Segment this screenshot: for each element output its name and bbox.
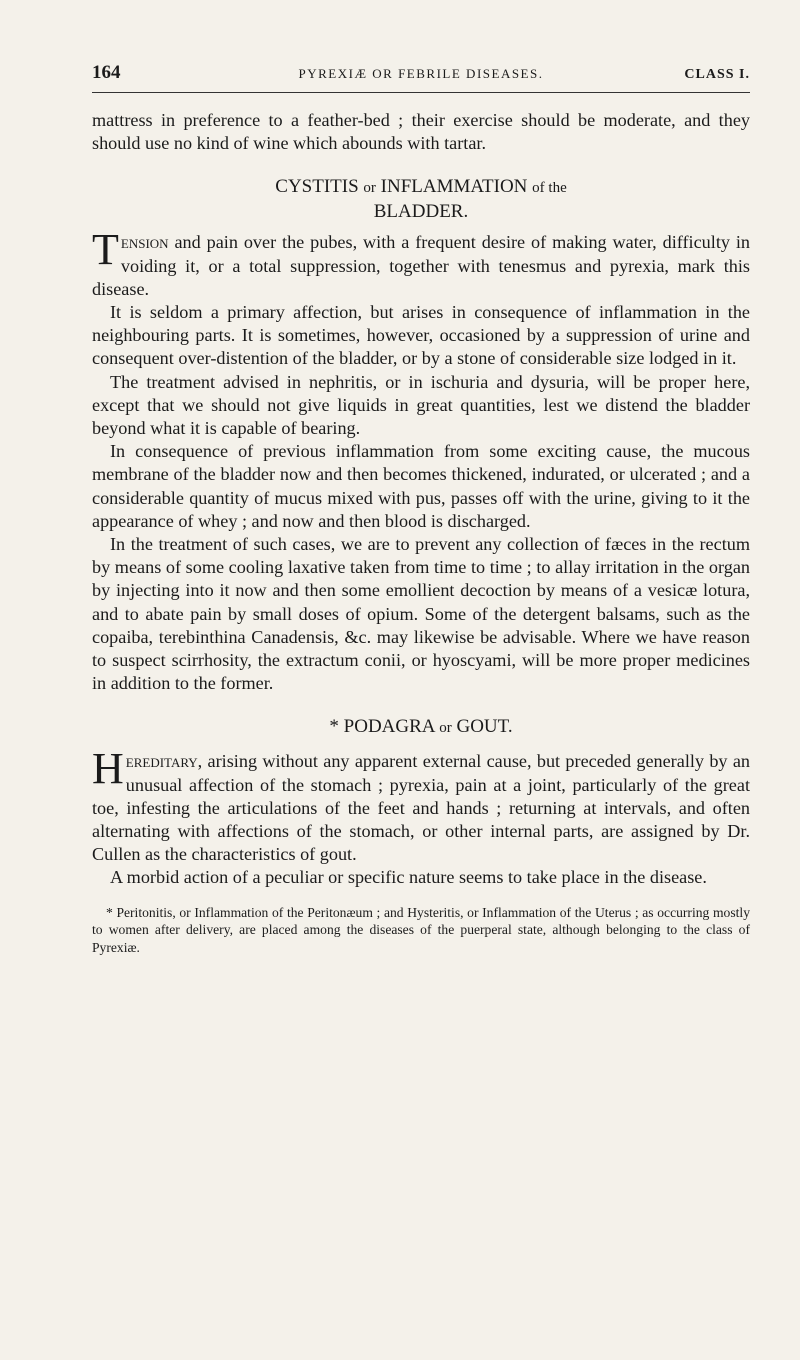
running-header (92, 62, 750, 90)
intro-paragraph: mattress in preference to a feather-bed ; their exercise should be moderate, and they should use no kind of wine which abounds with tartar. (92, 110, 750, 154)
cystitis-p1-text: and pain over the pubes, with a frequent desire of making water, difficulty in voiding it, or a total suppression, together with tenesmus and pyrexia, mark this disease. (92, 232, 751, 299)
podagra-heading-a: * PODAGRA (329, 716, 435, 738)
drop-cap-t: T (92, 225, 119, 275)
cystitis-heading-b: INFLAMMATION (380, 176, 528, 198)
book-page (92, 62, 750, 956)
footnote: * Peritonitis, or Inflammation of the Peritonæum ; and Hysteritis, or Inflammation of the Uterus ; as occurring mostly to women after delivery, are placed among the diseases of the puerperal state, although belonging to the class of Pyrexiæ. (92, 904, 750, 955)
cystitis-heading-of: of the (532, 180, 567, 197)
podagra-heading (92, 715, 750, 740)
cystitis-paragraph-5: In the treatment of such cases, we are to prevent any collection of fæces in the rectum by means of some cooling laxative taken from time to time ; to allay irritation in the organ by injecting into it now and then some emollient decoction by means of a vesicæ lotura, and to abate pain by small doses of opium. Some of the detergent balsams, such as the copaiba, terebinthina Canadensis, &c. may likewise be advisable. Where we have reason to suspect scirrhosity, the extractum conii, or hyoscyami, will be more proper medicines in addition to the former. (92, 534, 750, 694)
drop-cap-h: H (92, 744, 124, 794)
cystitis-heading-a: CYSTITIS (275, 176, 359, 198)
cystitis-heading-or: or (363, 180, 376, 197)
page-number: 164 (92, 62, 121, 83)
cystitis-heading-c: BLADDER. (373, 201, 469, 223)
podagra-paragraph-2: A morbid action of a peculiar or specific nature seems to take place in the disease. (110, 867, 707, 888)
cystitis-heading (92, 175, 750, 223)
podagra-heading-or: or (439, 720, 452, 737)
cystitis-lead-word: ension (120, 232, 169, 253)
cystitis-paragraph-4: In consequence of previous inflammation from some exciting cause, the mucous membrane of the bladder now and then becomes thickened, indurated, or ulcerated ; and a considerable quantity of mucus mixed with pus, passes off with the urine, giving to it the appearance of whey ; and now and then blood is discharged. (92, 441, 750, 531)
podagra-paragraph-1 (92, 744, 750, 866)
cystitis-paragraph-3: The treatment advised in nephritis, or in ischuria and dysuria, will be proper here, except that we should not give liquids in great quantities, lest we distend the bladder beyond what it is capable of bearing. (92, 371, 750, 439)
podagra-heading-b: GOUT. (456, 716, 513, 738)
cystitis-paragraph-1 (92, 225, 751, 301)
cystitis-paragraph-2: It is seldom a primary affection, but arises in consequence of inflammation in the neighbouring parts. It is sometimes, however, occasioned by a suppression of urine and consequent over-distention of the bladder, or by a stone of considerable size lodged in it. (92, 302, 750, 369)
podagra-p1-text: arising without any apparent external cause, but preceded generally by an unusual affection of the stomach ; pyrexia, pain at a joint, particularly of the great toe, infesting the articulations of the feet and hands ; returning at intervals, and often alternating with affections of the stomach, or other internal parts, are assigned by Dr. Cullen as the characteristics of gout. (92, 751, 750, 865)
running-title: PYREXIÆ OR FEBRILE DISEASES. (298, 66, 544, 81)
class-label: CLASS I. (684, 67, 750, 82)
header-rule (92, 92, 750, 93)
podagra-lead-word: ereditary, (125, 751, 203, 772)
